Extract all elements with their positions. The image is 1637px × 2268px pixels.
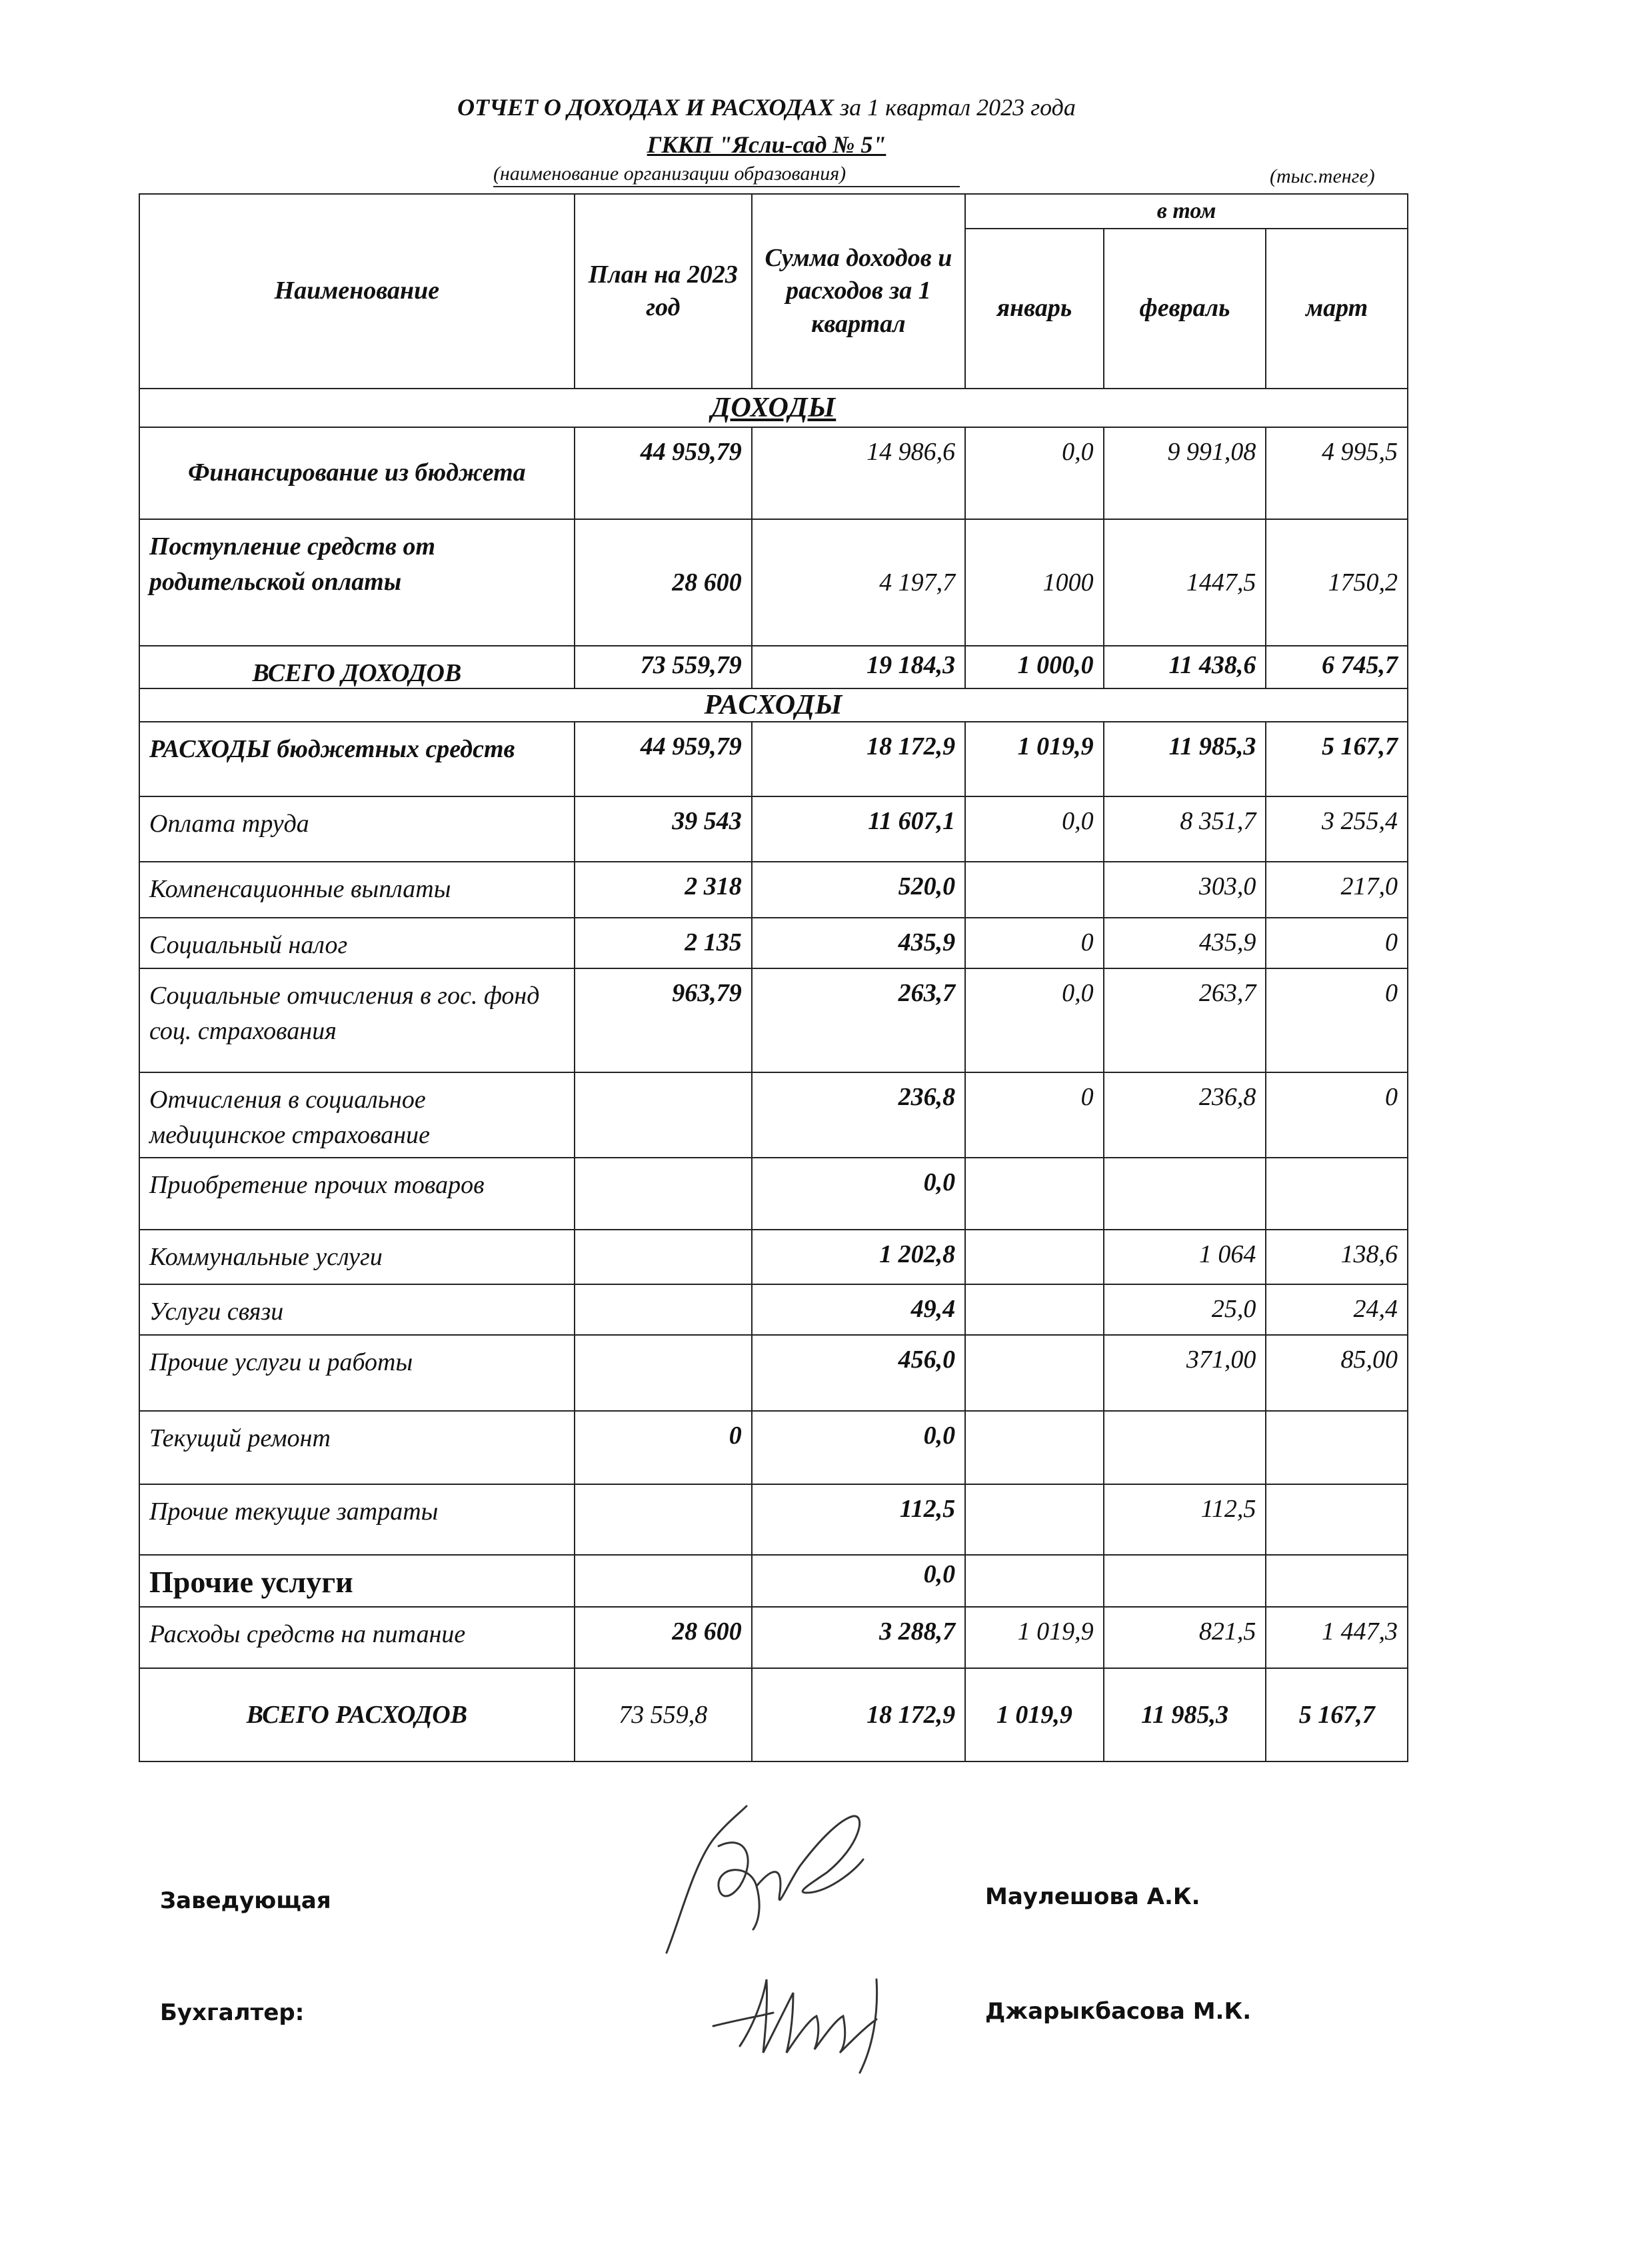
row-mar: [1266, 1555, 1408, 1607]
row-mar: 5 167,7: [1266, 1668, 1408, 1761]
row-jan: 1 019,9: [965, 722, 1104, 796]
units-label: (тыс.тенге): [1270, 165, 1375, 187]
row-sum: 456,0: [752, 1335, 965, 1411]
row-sum: 0,0: [752, 1555, 965, 1607]
col-group-header: в том: [965, 194, 1408, 229]
row-jan: [965, 1335, 1104, 1411]
row-plan: [575, 1230, 752, 1284]
row-sum: 4 197,7: [752, 519, 965, 646]
row-name: Текущий ремонт: [139, 1411, 575, 1484]
income-section-row: [139, 389, 1408, 427]
organization-caption: (наименование организации образования): [493, 163, 846, 185]
row-feb: [1104, 1411, 1266, 1484]
row-feb: 25,0: [1104, 1284, 1266, 1335]
row-mar: 3 255,4: [1266, 796, 1408, 862]
row-plan: 44 959,79: [575, 427, 752, 519]
row-name: Социальные отчисления в гос. фонд соц. страхования: [139, 968, 575, 1072]
row-plan: 73 559,8: [575, 1668, 752, 1761]
expenses-total-row: [139, 1668, 1408, 1761]
table-row: [139, 862, 1408, 918]
row-name: ВСЕГО РАСХОДОВ: [139, 1668, 575, 1761]
row-mar: 138,6: [1266, 1230, 1408, 1284]
table-row: [139, 427, 1408, 519]
row-jan: 0,0: [965, 796, 1104, 862]
row-sum: 49,4: [752, 1284, 965, 1335]
row-jan: 1 019,9: [965, 1607, 1104, 1668]
row-name: Прочие текущие затраты: [139, 1484, 575, 1555]
col-mar-header: март: [1266, 229, 1408, 389]
row-mar: [1266, 1411, 1408, 1484]
row-name: Прочие услуги и работы: [139, 1335, 575, 1411]
row-sum: 236,8: [752, 1072, 965, 1158]
row-mar: 0: [1266, 918, 1408, 968]
row-jan: 0,0: [965, 427, 1104, 519]
row-feb: 1447,5: [1104, 519, 1266, 646]
row-plan: 2 318: [575, 862, 752, 918]
row-sum: 0,0: [752, 1158, 965, 1230]
row-jan: [965, 862, 1104, 918]
row-jan: [965, 1230, 1104, 1284]
row-sum: 520,0: [752, 862, 965, 918]
row-plan: 963,79: [575, 968, 752, 1072]
row-sum: 435,9: [752, 918, 965, 968]
table-row: [139, 519, 1408, 646]
row-sum: 18 172,9: [752, 1668, 965, 1761]
row-plan: [575, 1484, 752, 1555]
table-row: [139, 1072, 1408, 1158]
accountant-role-label: Бухгалтер:: [160, 1999, 305, 2026]
row-feb: 1 064: [1104, 1230, 1266, 1284]
row-mar: 0: [1266, 968, 1408, 1072]
row-feb: 371,00: [1104, 1335, 1266, 1411]
row-mar: 1750,2: [1266, 519, 1408, 646]
head-signature: [640, 1786, 893, 1959]
table-row: [139, 1411, 1408, 1484]
table-row: [139, 1284, 1408, 1335]
row-jan: 1000: [965, 519, 1104, 646]
col-sum-header: Сумма доходов и расходов за 1 квартал: [752, 194, 965, 389]
row-feb: 821,5: [1104, 1607, 1266, 1668]
table-row: [139, 1230, 1408, 1284]
table-row: [139, 1335, 1408, 1411]
accountant-signature: [700, 1953, 913, 2086]
income-total-row: [139, 646, 1408, 688]
row-jan: 1 000,0: [965, 646, 1104, 688]
row-feb: 11 438,6: [1104, 646, 1266, 688]
header-row-1: [139, 194, 1408, 229]
row-sum: 19 184,3: [752, 646, 965, 688]
row-feb: 8 351,7: [1104, 796, 1266, 862]
row-sum: 0,0: [752, 1411, 965, 1484]
budget-expenses-row: [139, 722, 1408, 796]
row-sum: 18 172,9: [752, 722, 965, 796]
row-name: Оплата труда: [139, 796, 575, 862]
row-name: Социальный налог: [139, 918, 575, 968]
row-name: Расходы средств на питание: [139, 1607, 575, 1668]
row-mar: 6 745,7: [1266, 646, 1408, 688]
row-name: Коммунальные услуги: [139, 1230, 575, 1284]
row-name: Услуги связи: [139, 1284, 575, 1335]
row-jan: 0: [965, 1072, 1104, 1158]
row-name: Приобретение прочих товаров: [139, 1158, 575, 1230]
col-name-header: Наименование: [139, 194, 575, 389]
row-plan: 73 559,79: [575, 646, 752, 688]
row-mar: 24,4: [1266, 1284, 1408, 1335]
table-row: [139, 1607, 1408, 1668]
row-jan: [965, 1484, 1104, 1555]
row-feb: 236,8: [1104, 1072, 1266, 1158]
row-jan: [965, 1411, 1104, 1484]
row-feb: [1104, 1158, 1266, 1230]
row-name: Финансирование из бюджета: [139, 427, 575, 519]
row-mar: 1 447,3: [1266, 1607, 1408, 1668]
row-jan: 0,0: [965, 968, 1104, 1072]
table-row: [139, 968, 1408, 1072]
row-jan: [965, 1158, 1104, 1230]
row-name: Отчисления в социальное медицинское страхование: [139, 1072, 575, 1158]
row-feb: [1104, 1555, 1266, 1607]
row-mar: 85,00: [1266, 1335, 1408, 1411]
row-feb: 11 985,3: [1104, 722, 1266, 796]
col-plan-header: План на 2023 год: [575, 194, 752, 389]
table-row: [139, 1484, 1408, 1555]
row-plan: [575, 1158, 752, 1230]
caption-rule: [493, 186, 960, 187]
row-name: ВСЕГО ДОХОДОВ: [139, 646, 575, 688]
row-plan: [575, 1284, 752, 1335]
row-name: Поступление средств от родительской оплаты: [139, 519, 575, 646]
row-sum: 11 607,1: [752, 796, 965, 862]
row-sum: 14 986,6: [752, 427, 965, 519]
row-plan: [575, 1335, 752, 1411]
col-feb-header: февраль: [1104, 229, 1266, 389]
organization-name: ГККП "Ясли-сад № 5": [647, 131, 886, 158]
accountant-name-label: Джарыкбасова М.К.: [985, 1998, 1252, 2025]
row-sum: 3 288,7: [752, 1607, 965, 1668]
row-feb: 11 985,3: [1104, 1668, 1266, 1761]
row-plan: 2 135: [575, 918, 752, 968]
income-section-title: ДОХОДЫ: [139, 389, 1408, 427]
row-feb: 263,7: [1104, 968, 1266, 1072]
head-name-label: Маулешова А.К.: [985, 1883, 1200, 1910]
row-sum: 112,5: [752, 1484, 965, 1555]
row-plan: 28 600: [575, 519, 752, 646]
row-plan: [575, 1555, 752, 1607]
row-plan: 39 543: [575, 796, 752, 862]
row-mar: 4 995,5: [1266, 427, 1408, 519]
row-name: Прочие услуги: [139, 1555, 575, 1607]
row-feb: 9 991,08: [1104, 427, 1266, 519]
row-jan: [965, 1555, 1104, 1607]
row-jan: 0: [965, 918, 1104, 968]
table-row: [139, 1158, 1408, 1230]
row-mar: 5 167,7: [1266, 722, 1408, 796]
row-plan: 28 600: [575, 1607, 752, 1668]
row-feb: 112,5: [1104, 1484, 1266, 1555]
table-row: [139, 796, 1408, 862]
row-plan: [575, 1072, 752, 1158]
expenses-section-title: РАСХОДЫ: [139, 688, 1408, 722]
expenses-section-row: [139, 688, 1408, 722]
row-name: РАСХОДЫ бюджетных средств: [139, 722, 575, 796]
col-jan-header: январь: [965, 229, 1104, 389]
report-table: [139, 193, 1408, 1762]
table-row: [139, 1555, 1408, 1607]
row-sum: 1 202,8: [752, 1230, 965, 1284]
row-mar: 217,0: [1266, 862, 1408, 918]
report-title: ОТЧЕТ О ДОХОДАХ И РАСХОДАХ за 1 квартал 2023 года: [457, 94, 1076, 121]
row-mar: [1266, 1158, 1408, 1230]
row-sum: 263,7: [752, 968, 965, 1072]
row-mar: 0: [1266, 1072, 1408, 1158]
row-jan: 1 019,9: [965, 1668, 1104, 1761]
row-feb: 303,0: [1104, 862, 1266, 918]
row-jan: [965, 1284, 1104, 1335]
head-role-label: Заведующая: [160, 1887, 331, 1914]
table-row: [139, 918, 1408, 968]
row-mar: [1266, 1484, 1408, 1555]
row-name: Компенсационные выплаты: [139, 862, 575, 918]
row-plan: 0: [575, 1411, 752, 1484]
row-feb: 435,9: [1104, 918, 1266, 968]
row-plan: 44 959,79: [575, 722, 752, 796]
